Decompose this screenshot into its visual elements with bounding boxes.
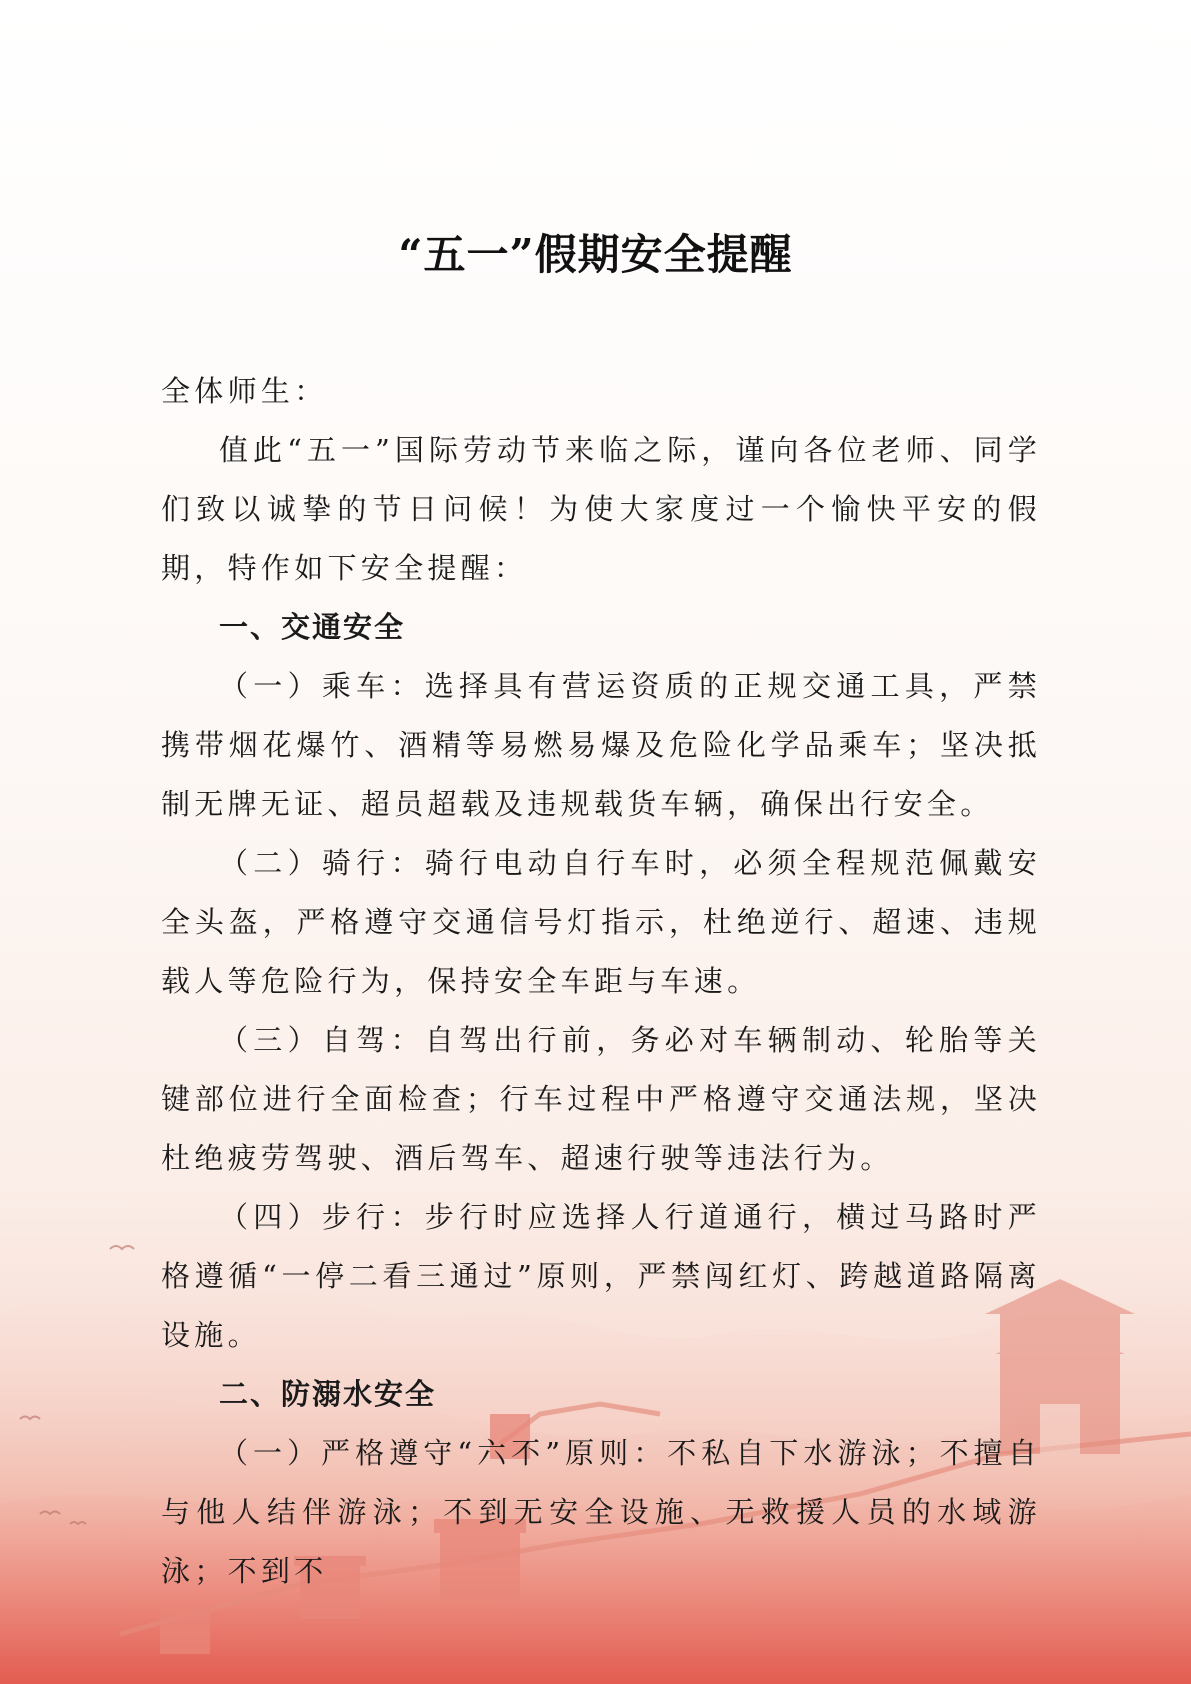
document-body [161, 362, 1041, 1601]
drowning-item-six-rules: （一）严格遵守“六不”原则：不私自下水游泳；不擅自与他人结伴游泳；不到无安全设施、无救援人员的水域游泳；不到不 [161, 1436, 1041, 1588]
section-heading-drowning-prevention: 二、防溺水安全 [219, 1377, 437, 1411]
traffic-item-walking: （四）步行：步行时应选择人行道通行，横过马路时严格遵循“一停二看三通过”原则，严禁闯红灯、跨越道路隔离设施。 [161, 1200, 1041, 1352]
salutation: 全体师生： [161, 374, 328, 408]
document-title: “五一”假期安全提醒 [398, 230, 793, 279]
section-heading-traffic-safety: 一、交通安全 [219, 610, 406, 644]
traffic-item-cycling: （二）骑行：骑行电动自行车时，必须全程规范佩戴安全头盔，严格遵守交通信号灯指示，杜绝逆行、超速、违规载人等危险行为，保持安全车距与车速。 [161, 846, 1041, 998]
traffic-item-self-driving: （三）自驾：自驾出行前，务必对车辆制动、轮胎等关键部位进行全面检查；行车过程中严格遵守交通法规，坚决杜绝疲劳驾驶、酒后驾车、超速行驶等违法行为。 [161, 1023, 1041, 1175]
traffic-item-riding-vehicle: （一）乘车：选择具有营运资质的正规交通工具，严禁携带烟花爆竹、酒精等易燃易爆及危险化学品乘车；坚决抵制无牌无证、超员超载及违规载货车辆，确保出行安全。 [161, 669, 1041, 821]
intro-paragraph: 值此“五一”国际劳动节来临之际，谨向各位老师、同学们致以诚挚的节日问候！为使大家度过一个愉快平安的假期，特作如下安全提醒： [161, 433, 1041, 585]
